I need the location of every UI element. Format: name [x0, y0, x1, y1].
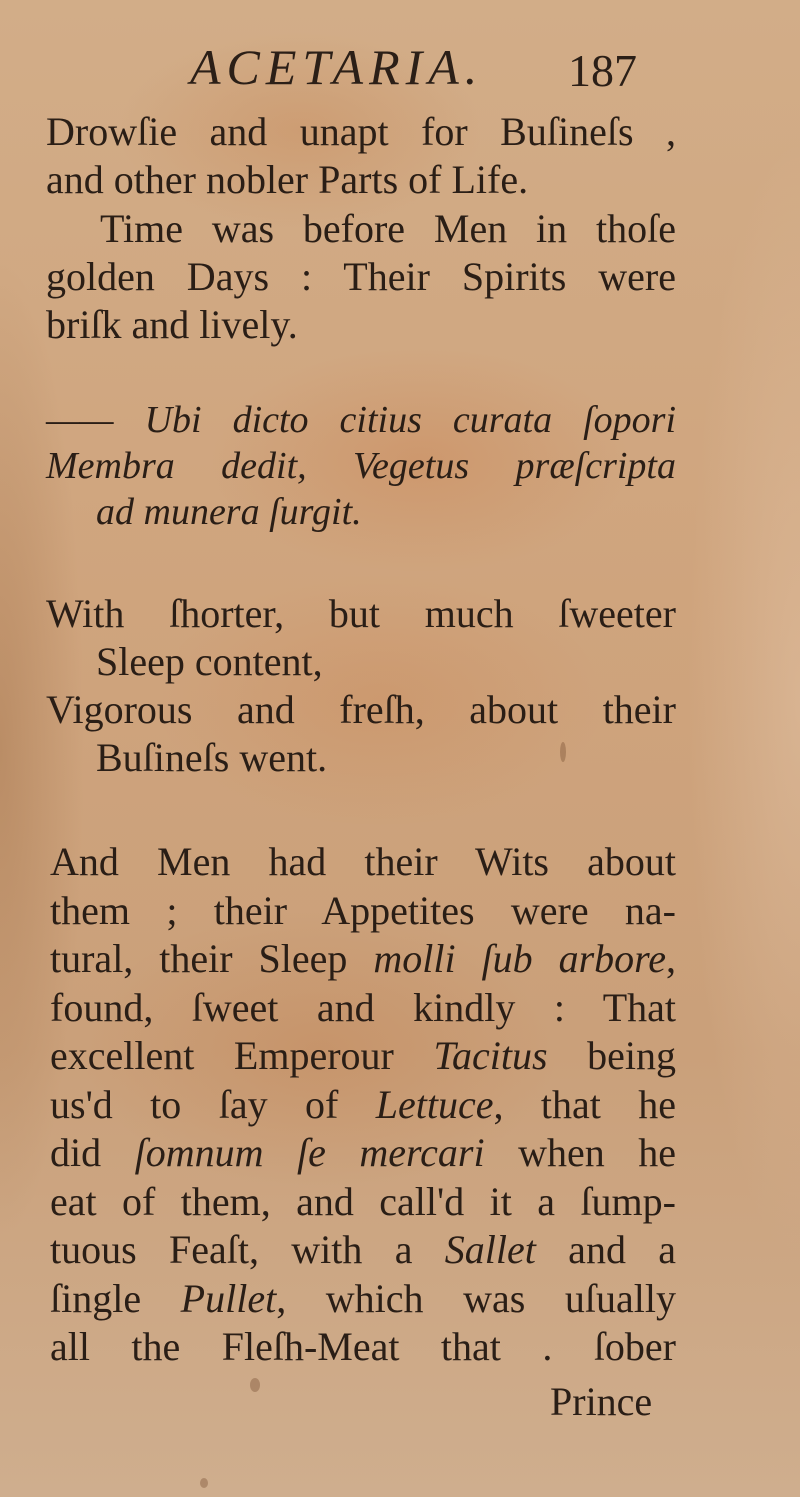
text-line [50, 935, 676, 984]
paragraph-1 [46, 108, 676, 204]
verse-translation [46, 590, 676, 782]
text-run: ſingle [50, 1275, 181, 1321]
text-line [50, 887, 676, 936]
text-run: And Men had their Wits about [50, 839, 676, 884]
verse-line: Vigorous and freſh, about their [46, 687, 676, 732]
text-run: tuous Feaſt, with a [50, 1227, 445, 1272]
running-title: ACETARIA. [190, 39, 484, 95]
verse-line: ad munera ſurgit. [96, 491, 362, 533]
text-line: Time was before Men in thoſe [100, 206, 676, 251]
text-run: all the Fleſh-Meat that . ſober [50, 1324, 676, 1369]
text-run: , that he [493, 1081, 677, 1127]
verse-line: With ſhorter, but much ſweeter [46, 591, 676, 636]
italic-word: Sallet [444, 1227, 536, 1272]
foxing-spot [200, 1478, 208, 1488]
text-run: found, ſweet and kindly : That [50, 984, 676, 1030]
latin-quotation [46, 397, 676, 535]
verse-line: Buſineſs went. [96, 735, 328, 780]
text-line [50, 1226, 676, 1275]
text-line [50, 1323, 676, 1372]
text-run: and a [535, 1227, 677, 1272]
verse-line: —— Ubi dicto citius curata ſopori [46, 399, 676, 441]
italic-phrase: ſomnum ſe mercari [134, 1130, 485, 1175]
text-run: them ; their Appetites were na- [50, 887, 676, 933]
text-line: and other nobler Parts of Life. [46, 157, 529, 202]
text-run: us'd to ſay of [50, 1081, 376, 1127]
text-run: tural, their Sleep [50, 936, 374, 981]
italic-word: Pullet [180, 1275, 277, 1321]
text-line: Drowſie and unapt for Buſineſs , [46, 109, 676, 154]
text-run: did [50, 1130, 135, 1175]
text-run: , which was uſually [276, 1275, 676, 1321]
text-line [50, 984, 676, 1033]
verse-line: Sleep content, [96, 639, 323, 684]
page-header [180, 28, 680, 98]
verse-line: Membra dedit, Vegetus præſcripta [46, 445, 676, 487]
italic-word: Lettuce [375, 1081, 494, 1127]
text-run: being [547, 1033, 676, 1078]
text-line [50, 1275, 676, 1324]
page-number: 187 [568, 45, 637, 96]
paragraph-3 [50, 838, 676, 1372]
text-line [50, 1178, 676, 1227]
text-line [50, 1032, 676, 1081]
text-line [50, 1129, 676, 1178]
catchword: Prince [550, 1379, 653, 1424]
text-run: , [666, 936, 676, 981]
text-line: briſk and lively. [46, 302, 298, 347]
text-line: golden Days : Their Spirits were [46, 254, 676, 299]
text-line [50, 1081, 676, 1130]
text-line [50, 838, 676, 887]
paragraph-2 [46, 205, 676, 349]
italic-name: Tacitus [433, 1033, 548, 1078]
text-run: excellent Emperour [50, 1033, 434, 1078]
text-run: when he [484, 1130, 676, 1175]
italic-phrase: molli ſub arbore [373, 936, 666, 981]
foxing-spot [250, 1378, 260, 1392]
text-run: eat of them, and call'd it a ſump- [50, 1178, 676, 1224]
